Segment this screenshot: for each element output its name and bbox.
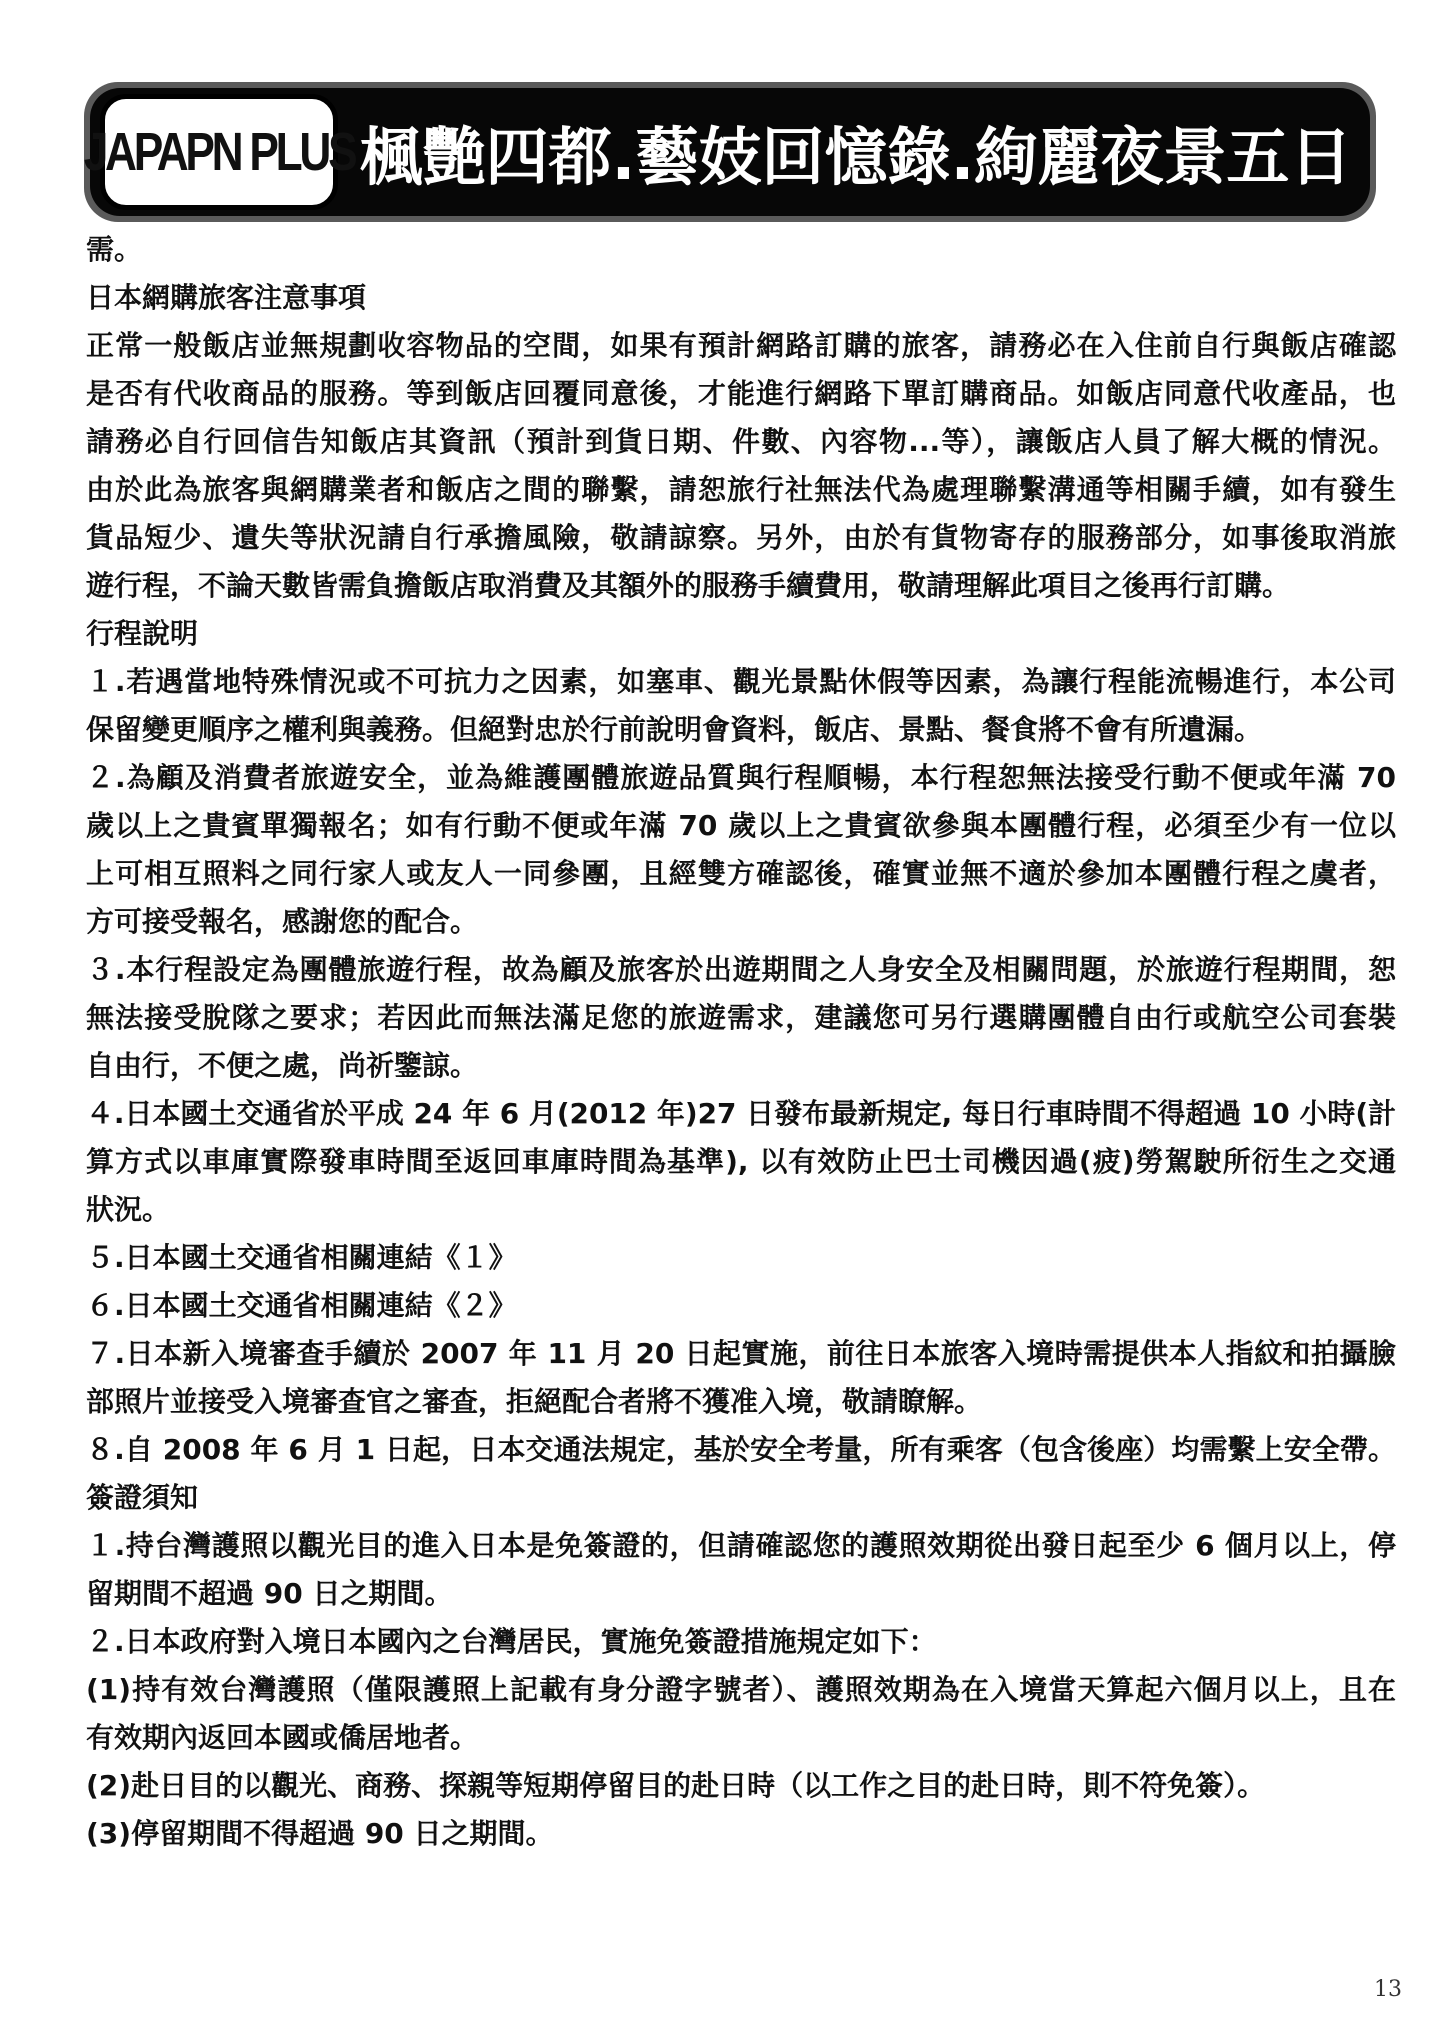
text-line: 有效期內返回本國或僑居地者。 (86, 1721, 479, 1754)
text-line: 是否有代收商品的服務。等到飯店回覆同意後，才能進行網路下單訂購商品。如飯店同意代收產品，也 (86, 377, 1396, 410)
text-line: 方可接受報名，感謝您的配合。 (86, 905, 479, 938)
text-line: 無法接受脫隊之要求；若因此而無法滿足您的旅遊需求，建議您可另行選購團體自由行或航空公司套裝 (86, 1001, 1396, 1034)
text-line: 狀況。 (86, 1193, 171, 1226)
brand-name: JAPAPN PLUS (83, 122, 355, 182)
text-line: ２.為顧及消費者旅遊安全，並為維護團體旅遊品質與行程順暢，本行程恕無法接受行動不便或年滿 70 (86, 761, 1396, 794)
section-heading: 日本網購旅客注意事項 (86, 281, 367, 314)
text-line: １.持台灣護照以觀光目的進入日本是免簽證的，但請確認您的護照效期從出發日起至少 6 個月以上，停 (86, 1529, 1396, 1562)
text-line: ２.日本政府對入境日本國內之台灣居民，實施免簽證措施規定如下： (86, 1625, 937, 1658)
text-line: 請務必自行回信告知飯店其資訊（預計到貨日期、件數、內容物...等），讓飯店人員了解大概的情況。 (86, 425, 1396, 458)
brand-logo-box (83, 94, 355, 210)
text-line: (3)停留期間不得超過 90 日之期間。 (86, 1817, 554, 1850)
text-line: ５.日本國土交通省相關連結《１》 (86, 1241, 517, 1274)
text-line: ８.自 2008 年 6 月 1 日起，日本交通法規定，基於安全考量，所有乘客（包含後座）均需繫上安全帶。 (86, 1433, 1396, 1466)
section-heading: 行程說明 (86, 617, 199, 650)
text-line: 遊行程，不論天數皆需負擔飯店取消費及其額外的服務手續費用，敬請理解此項目之後再行訂購。 (86, 569, 1291, 602)
text-line: (2)赴日目的以觀光、商務、探親等短期停留目的赴日時（以工作之目的赴日時，則不符免簽）。 (86, 1769, 1266, 1802)
text-line: 正常一般飯店並無規劃收容物品的空間，如果有預計網路訂購的旅客，請務必在入住前自行與飯店確認 (86, 329, 1396, 362)
text-line: 留期間不超過 90 日之期間。 (86, 1577, 453, 1610)
text-line: ７.日本新入境審查手續於 2007 年 11 月 20 日起實施，前往日本旅客入境時需提供本人指紋和拍攝臉 (86, 1337, 1396, 1370)
text-line: 歲以上之貴賓單獨報名；如有行動不便或年滿 70 歲以上之貴賓欲參與本團體行程，必須至少有一位以 (86, 809, 1396, 842)
text-line: ６.日本國土交通省相關連結《２》 (86, 1289, 517, 1322)
text-line: 部照片並接受入境審查官之審查，拒絕配合者將不獲准入境，敬請瞭解。 (86, 1385, 983, 1418)
page-header (84, 82, 1376, 222)
text-line: 貨品短少、遺失等狀況請自行承擔風險，敬請諒察。另外，由於有貨物寄存的服務部分，如事後取消旅 (86, 521, 1396, 554)
tour-title: 楓艷四都.藝妓回憶錄.絢麗夜景五日 (359, 120, 1353, 194)
text-line: ３.本行程設定為團體旅遊行程，故為顧及旅客於出遊期間之人身安全及相關問題，於旅遊行程期間，恕 (86, 953, 1396, 986)
page-number: 13 (1374, 1977, 1402, 2002)
text-line: (1)持有效台灣護照（僅限護照上記載有身分證字號者）、護照效期為在入境當天算起六個月以上，且在 (86, 1673, 1396, 1706)
section-heading: 簽證須知 (86, 1481, 199, 1514)
header-banner (83, 88, 1370, 216)
text-line: ４.日本國土交通省於平成 24 年 6 月(2012 年)27 日發布最新規定, 每日行車時間不得超過 10 小時(計 (86, 1097, 1396, 1130)
document-body (86, 226, 1396, 1858)
text-line: 上可相互照料之同行家人或友人一同參團，且經雙方確認後，確實並無不適於參加本團體行程之虞者， (86, 857, 1396, 890)
text-line: 保留變更順序之權利與義務。但絕對忠於行前說明會資料，飯店、景點、餐食將不會有所遺漏。 (86, 713, 1263, 746)
text-line: １.若遇當地特殊情況或不可抗力之因素，如塞車、觀光景點休假等因素，為讓行程能流暢進行，本公司 (86, 665, 1396, 698)
text-line: 算方式以車庫實際發車時間至返回車庫時間為基準), 以有效防止巴士司機因過(疲)勞駕駛所衍生之交通 (86, 1145, 1396, 1178)
text-line: 自由行，不便之處，尚祈鑒諒。 (86, 1049, 479, 1082)
text-line: 由於此為旅客與網購業者和飯店之間的聯繫，請恕旅行社無法代為處理聯繫溝通等相關手續，如有發生 (86, 473, 1396, 506)
text-line: 需。 (86, 233, 143, 266)
